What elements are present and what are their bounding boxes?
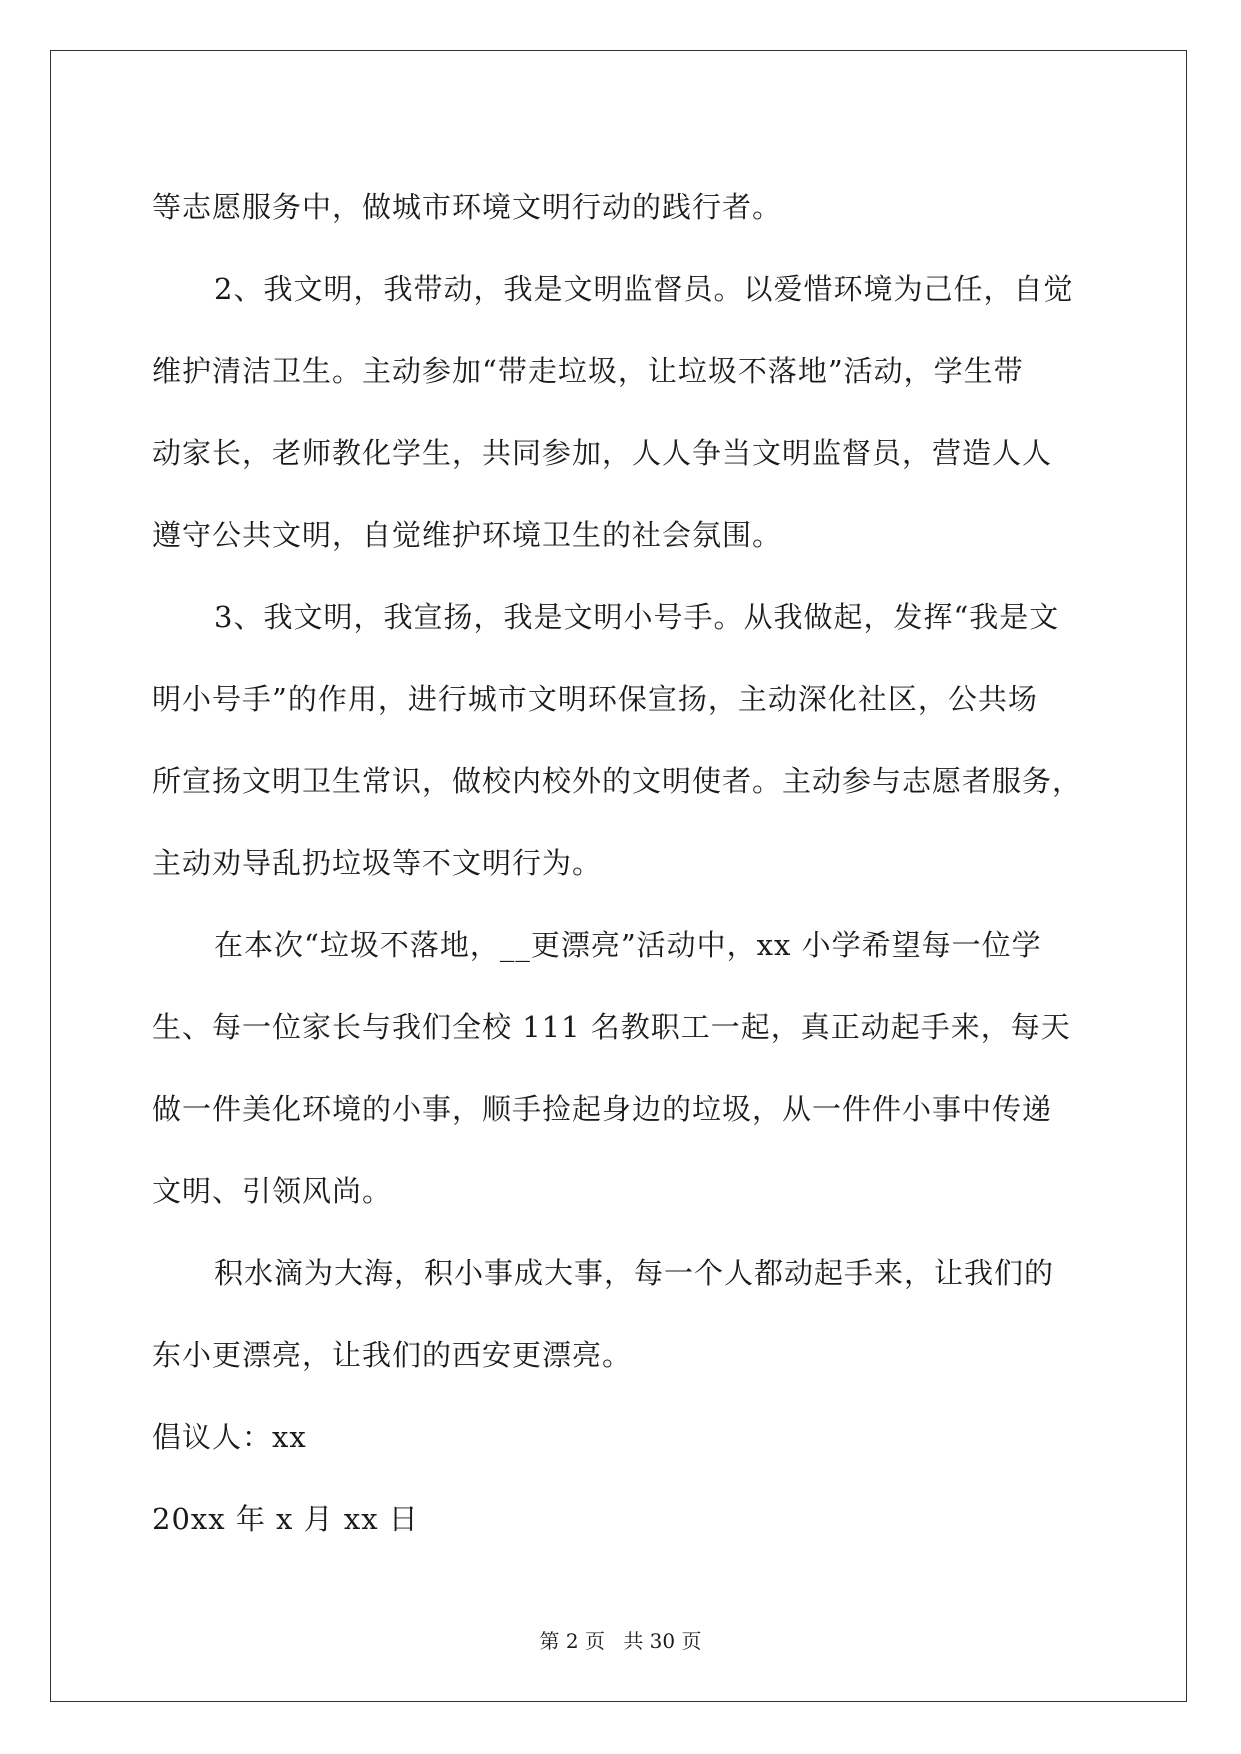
page-total: 共 30 页 — [623, 1629, 702, 1653]
signatory-line: 倡议人：xx — [152, 1420, 307, 1454]
page-footer — [0, 1625, 1241, 1654]
text-line: 积水滴为大海，积小事成大事，每一个人都动起手来，让我们的 — [214, 1256, 1055, 1290]
text-line: 所宣扬文明卫生常识，做校内校外的文明使者。主动参与志愿者服务， — [152, 764, 1083, 798]
date-line: 20xx 年 x 月 xx 日 — [152, 1502, 419, 1536]
text-line: 3、我文明，我宣扬，我是文明小号手。从我做起，发挥“我是文 — [214, 600, 1060, 634]
document-body — [152, 166, 1092, 1560]
text-line: 生、每一位家长与我们全校 111 名教职工一起，真正动起手来，每天 — [152, 1010, 1071, 1044]
page-number: 第 2 页 — [539, 1629, 605, 1653]
text-line: 等志愿服务中，做城市环境文明行动的践行者。 — [152, 190, 783, 224]
text-line: 遵守公共文明，自觉维护环境卫生的社会氛围。 — [152, 518, 783, 552]
text-line: 2、我文明，我带动，我是文明监督员。以爱惜环境为己任，自觉 — [214, 272, 1074, 306]
text-line: 维护清洁卫生。主动参加“带走垃圾，让垃圾不落地”活动，学生带 — [152, 354, 1024, 388]
text-line: 明小号手”的作用，进行城市文明环保宣扬，主动深化社区，公共场 — [152, 682, 1038, 716]
text-line: 主动劝导乱扔垃圾等不文明行为。 — [152, 846, 603, 880]
text-line: 文明、引领风尚。 — [152, 1174, 393, 1208]
text-line: 在本次“垃圾不落地，__更漂亮”活动中，xx 小学希望每一位学 — [214, 928, 1042, 962]
text-line: 做一件美化环境的小事，顺手捡起身边的垃圾，从一件件小事中传递 — [152, 1092, 1053, 1126]
text-line: 动家长，老师教化学生，共同参加，人人争当文明监督员，营造人人 — [152, 436, 1053, 470]
text-line: 东小更漂亮，让我们的西安更漂亮。 — [152, 1338, 633, 1372]
